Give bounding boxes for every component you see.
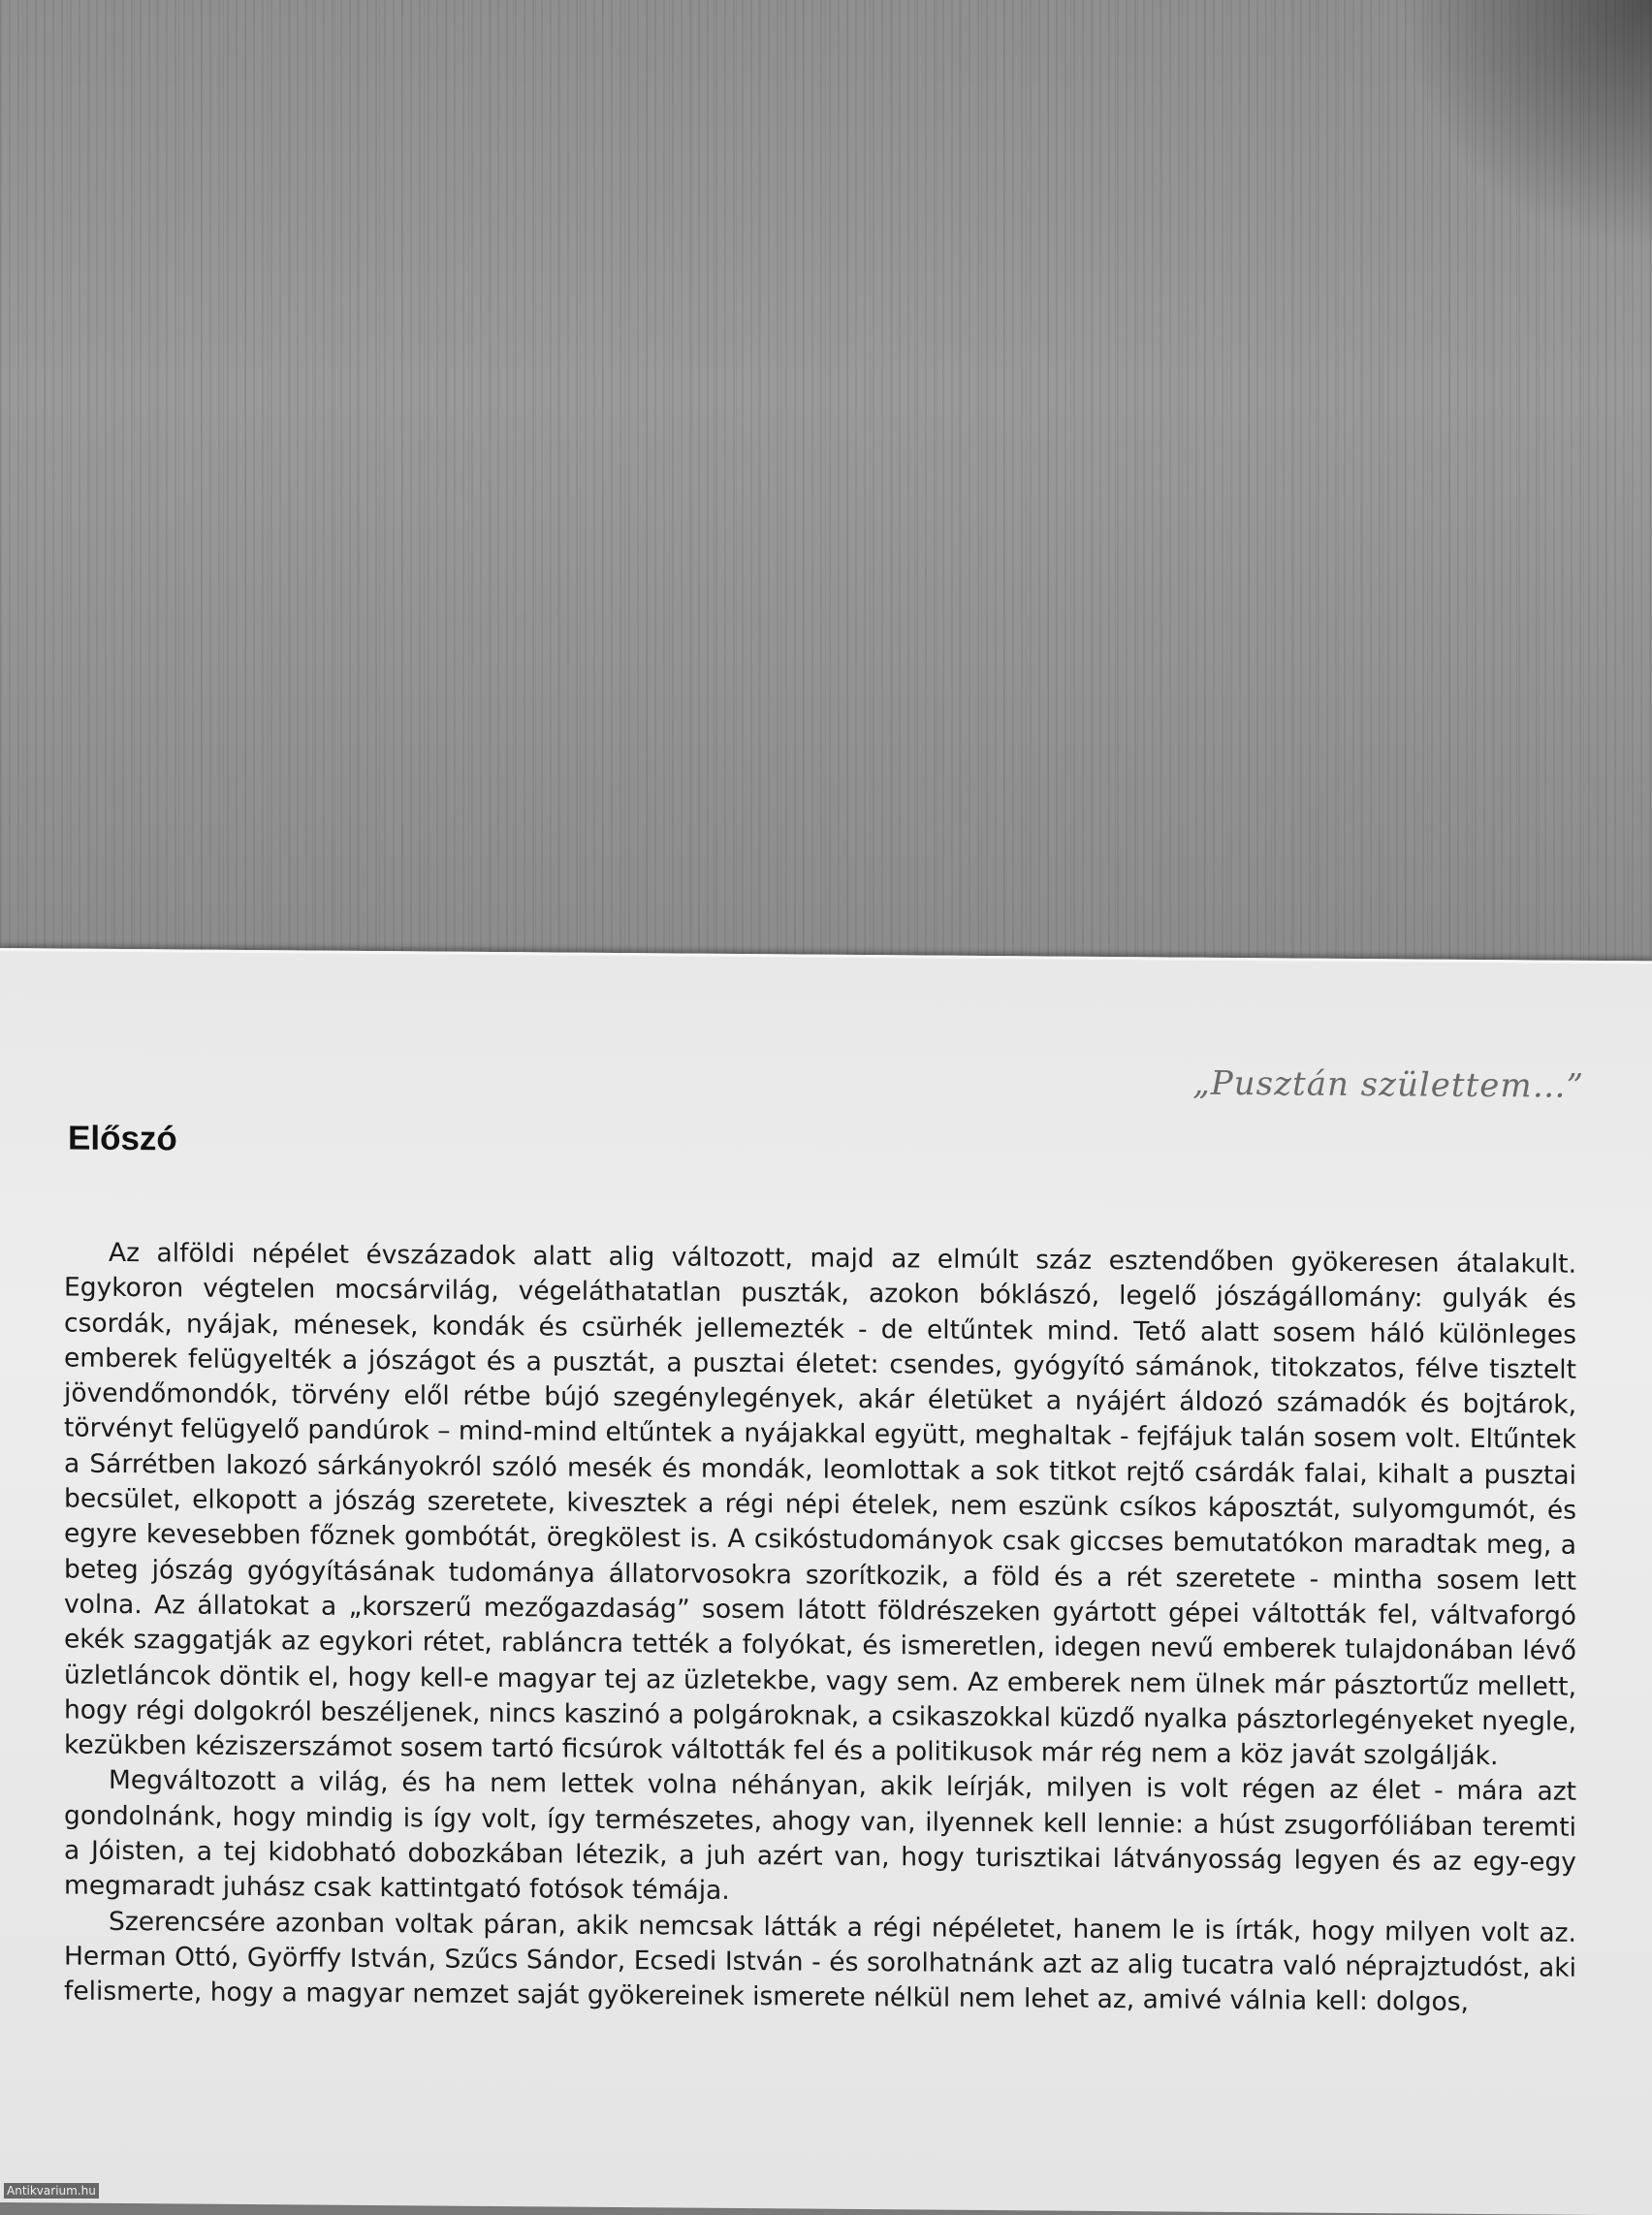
running-head: „Pusztán születtem…”: [1192, 1064, 1584, 1106]
table-shadow: [1400, 0, 1652, 252]
body-text: [64, 1236, 1576, 2022]
watermark: Antikvarium.hu: [4, 2183, 99, 2199]
book-page: [0, 948, 1652, 2215]
page-title: Előszó: [68, 1120, 177, 1159]
paragraph-2: Megváltozott a világ, és ha nem lettek volna néhányan, akik leírják, milyen is volt régen az élet - mára azt gondolnánk, hogy mindig is így volt, így természetes, ahogy van, ilyennek kell lennie: a húst zsugorfóliában teremti a Jóisten, a tej kidobható dobozkában létezik, a juh azért van, hogy turisztikai látványosság legyen és az egy-egy megmaradt juhász csak kattintgató fotósok témája.: [64, 1763, 1576, 1915]
paragraph-3: Szerencsére azonban voltak páran, akik nemcsak látták a régi népéletet, hanem le is írták, hogy milyen volt az. Herman Ottó, Györffy István, Szűcs Sándor, Ecsedi István - és sorolhatnánk azt az alig tucatra való néprajztudóst, aki felismerte, hogy a magyar nemzet saját gyökereinek ismerete nélkül nem lehet az, amivé válnia kell: dolgos,: [64, 1904, 1576, 2021]
paragraph-1: Az alföldi népélet évszázadok alatt alig változott, majd az elmúlt száz esztendőben gyökeresen átalakult. Egykoron végtelen mocsárvilág, végeláthatatlan puszták, azokon bóklászó, legelő jószágállomány: gulyák és csordák, nyájak, ménesek, kondák és csürhék jellemezték - de eltűntek mind. Tető alatt sosem háló különleges emberek felügyelték a jószágot és a pusztát, a pusztai életet: csendes, gyógyító sámánok, titokzatos, félve tisztelt jövendőmondók, törvény elől rétbe bújó szegénylegények, akár életüket a nyájért áldozó számadók és bojtárok, törvényt felügyelő pandúrok – mind-mind eltűntek a nyájakkal együtt, meghaltak - fejfájuk talán sosem volt. Eltűntek a Sárrétben lakozó sárkányokról szóló mesék és mondák, leomlottak a sok titkot rejtő csárdák falai, kihalt a pusztai becsület, elkopott a jószág szeretete, kivesztek a régi népi ételek, nem eszünk csíkos káposztát, sulyomgumót, és egyre kevesebben főznek gombótát, öregkölest is. A csikóstudományok csak giccses bemutatókon maradtak meg, a beteg jószág gyógyításának tudománya állatorvosokra szorítkozik, a föld és a rét szeretete - mintha sosem lett volna. Az állatokat a „korszerű mezőgazdaság” sosem látott földrészeken gyártott gépei váltották fel, váltvaforgó ekék szaggatják az egykori rétet, rabláncra tették a folyókat, és ismeretlen, idegen nevű emberek tulajdonában lévő üzletláncok döntik el, hogy kell-e magyar tej az üzletekbe, vagy sem. Az emberek nem ülnek már pásztortűz mellett, hogy régi dolgokról beszéljenek, nincs kaszinó a polgároknak, a csikaszokkal küzdő nyalka pásztorlegényeket nyegle, kezükben kéziszerszámot sosem tartó ficsúrok váltották fel és a politikusok már rég nem a köz javát szolgálják.: [64, 1236, 1576, 1776]
